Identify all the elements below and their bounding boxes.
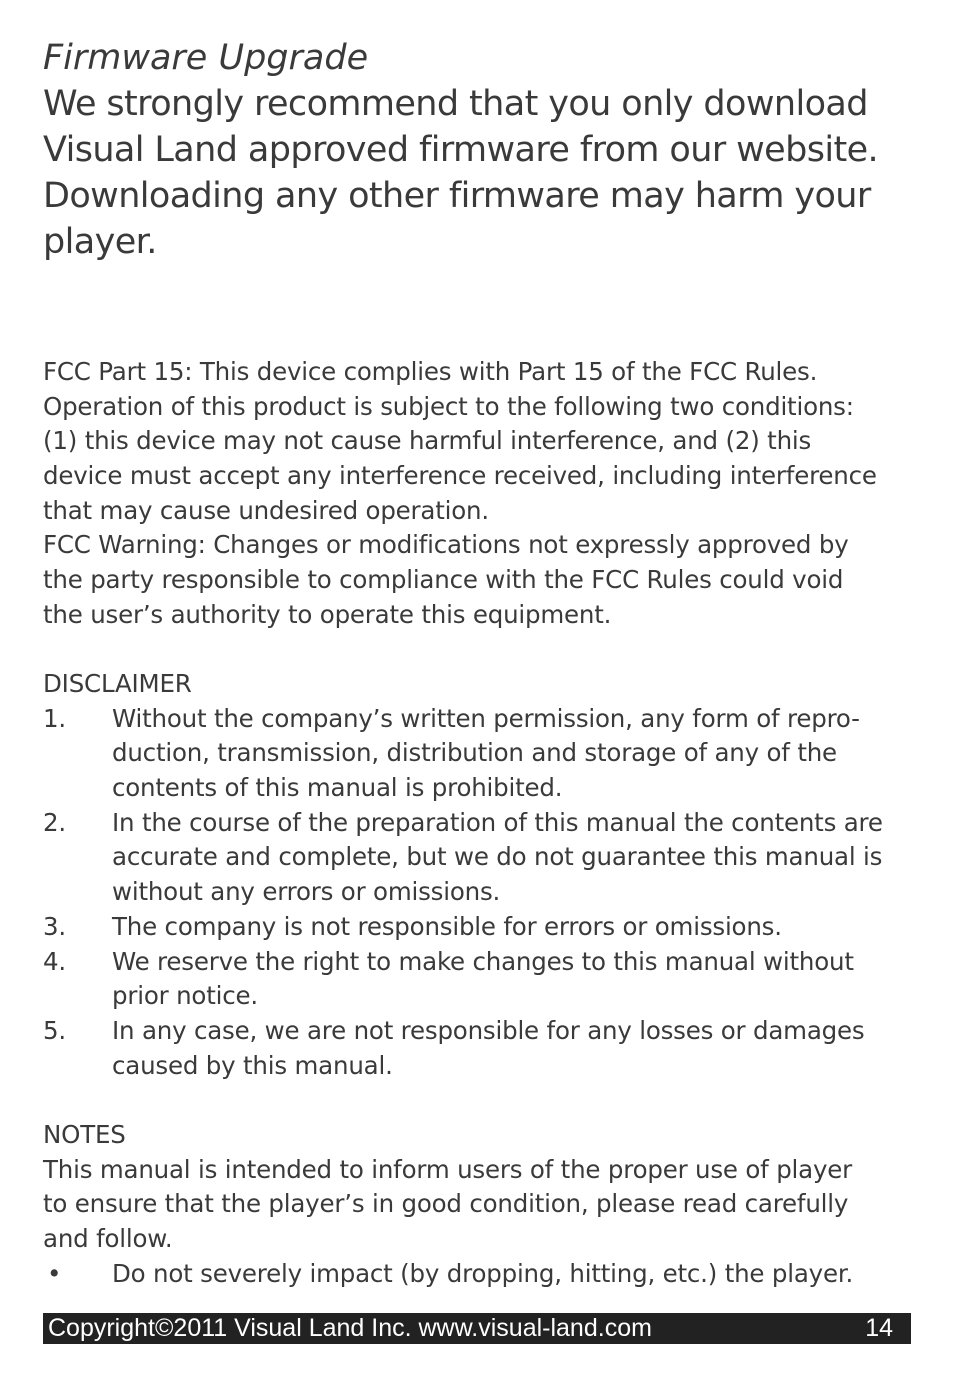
notes-line: to ensure that the player’s in good condition, please read carefully [43, 1189, 849, 1219]
list-text [112, 1257, 913, 1292]
list-line: caused by this manual. [112, 1050, 393, 1080]
footer-bar [43, 1313, 911, 1344]
notes-section [43, 1118, 913, 1291]
manual-page [43, 0, 913, 1388]
firmware-body-line: player. [43, 222, 157, 262]
list-text [112, 945, 913, 1014]
disclaimer-item [43, 1014, 913, 1083]
list-number: 3. [43, 911, 66, 941]
notes-line: This manual is intended to inform users of the proper use of player [43, 1154, 853, 1184]
disclaimer-section [43, 667, 913, 1083]
fcc-line: device must accept any interference received, including interference [43, 461, 877, 491]
fcc-line: (1) this device may not cause harmful interference, and (2) this [43, 426, 812, 456]
list-line: We reserve the right to make changes to this manual without [112, 946, 854, 976]
firmware-upgrade-title: Firmware Upgrade [43, 38, 369, 78]
firmware-upgrade-body [43, 81, 913, 265]
list-line: contents of this manual is prohibited. [112, 773, 563, 803]
fcc-warning-line: the user’s authority to operate this equipment. [43, 599, 612, 629]
list-text [112, 1014, 913, 1083]
fcc-line: that may cause undesired operation. [43, 495, 489, 525]
copyright-text: Copyright©2011 Visual Land Inc. www.visual-land.com [48, 1314, 652, 1342]
disclaimer-heading: DISCLAIMER [43, 669, 192, 698]
list-line: In the course of the preparation of this manual the contents are [112, 807, 883, 837]
list-line: Without the company’s written permission, any form of repro- [112, 703, 860, 733]
fcc-warning-line: FCC Warning: Changes or modifications not expressly approved by [43, 530, 849, 560]
list-text [112, 806, 913, 910]
disclaimer-item [43, 945, 913, 1014]
firmware-body-line: Visual Land approved firmware from our website. [43, 130, 879, 170]
list-line: accurate and complete, but we do not guarantee this manual is [112, 842, 883, 872]
disclaimer-item [43, 806, 913, 910]
disclaimer-item [43, 702, 913, 806]
fcc-line: Operation of this product is subject to the following two conditions: [43, 391, 854, 421]
list-number: 5. [43, 1015, 66, 1045]
list-line: duction, transmission, distribution and storage of any of the [112, 738, 837, 768]
list-number: 1. [43, 703, 66, 733]
fcc-line: FCC Part 15: This device complies with Part 15 of the FCC Rules. [43, 357, 818, 386]
bullet-text: Do not severely impact (by dropping, hitting, etc.) the player. [112, 1258, 854, 1288]
list-line: without any errors or omissions. [112, 877, 501, 907]
notes-heading: NOTES [43, 1120, 126, 1149]
list-line: prior notice. [112, 981, 258, 1011]
fcc-warning-line: the party responsible to compliance with the FCC Rules could void [43, 565, 844, 595]
list-text [112, 910, 913, 945]
list-line: In any case, we are not responsible for any losses or damages [112, 1015, 865, 1045]
disclaimer-item [43, 910, 913, 945]
list-number: 4. [43, 946, 66, 976]
firmware-body-line: Downloading any other firmware may harm your [43, 176, 871, 216]
firmware-body-line: We strongly recommend that you only download [43, 84, 868, 124]
bullet-mark: • [47, 1258, 62, 1288]
fcc-statement [43, 355, 913, 633]
notes-line: and follow. [43, 1224, 173, 1254]
list-text [112, 702, 913, 806]
list-line: The company is not responsible for errors or omissions. [112, 911, 782, 941]
notes-bullet-item [43, 1257, 913, 1292]
list-number: 2. [43, 807, 66, 837]
page-number: 14 [865, 1314, 893, 1342]
